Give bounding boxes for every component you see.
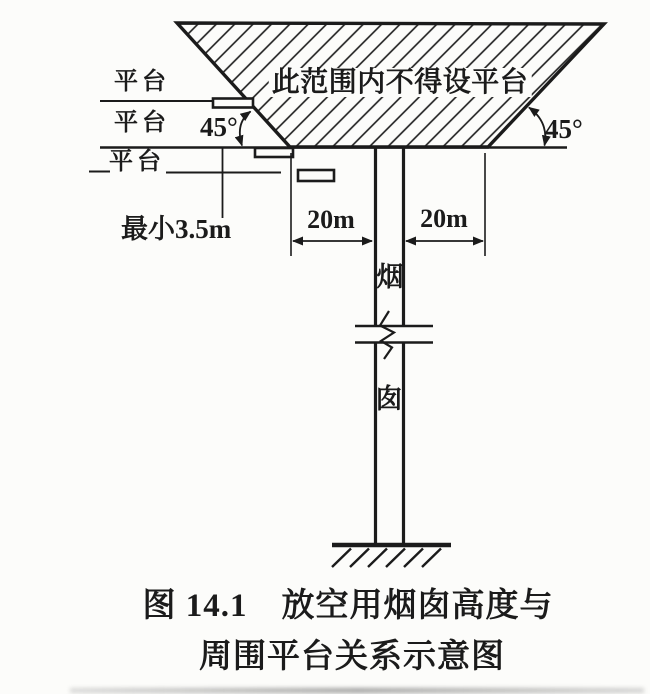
ground-hatching: [332, 549, 441, 568]
platform-label-2: 平台: [114, 110, 170, 136]
dimension-label-left: 20m: [307, 205, 355, 234]
angle-arc-left: [240, 112, 251, 146]
platform-rect-1: [213, 99, 253, 108]
figure-caption-line-2: 周围平台关系示意图: [199, 639, 505, 675]
chimney-label-char-1: 烟: [376, 262, 404, 292]
platform-label-3: 平台: [109, 149, 165, 175]
platform-rect-2: [255, 148, 293, 157]
break-zigzag: [380, 311, 394, 359]
page-edge-smudge: [70, 688, 644, 693]
no-platform-zone-label: 此范围内不得设平台: [269, 68, 532, 97]
min-distance-label: 最小3.5m: [121, 214, 232, 244]
chimney-label-char-2: 囱: [375, 384, 403, 414]
platform-label-1: 平台: [114, 69, 170, 95]
angle-label-right: 45°: [545, 114, 583, 144]
platform-rect-3: [298, 170, 334, 181]
dimension-label-right: 20m: [420, 204, 468, 233]
angle-label-left: 45°: [200, 112, 238, 142]
figure-caption-line-1: 图 14.1 放空用烟囱高度与: [142, 588, 554, 624]
angle-arc-right: [529, 108, 545, 146]
